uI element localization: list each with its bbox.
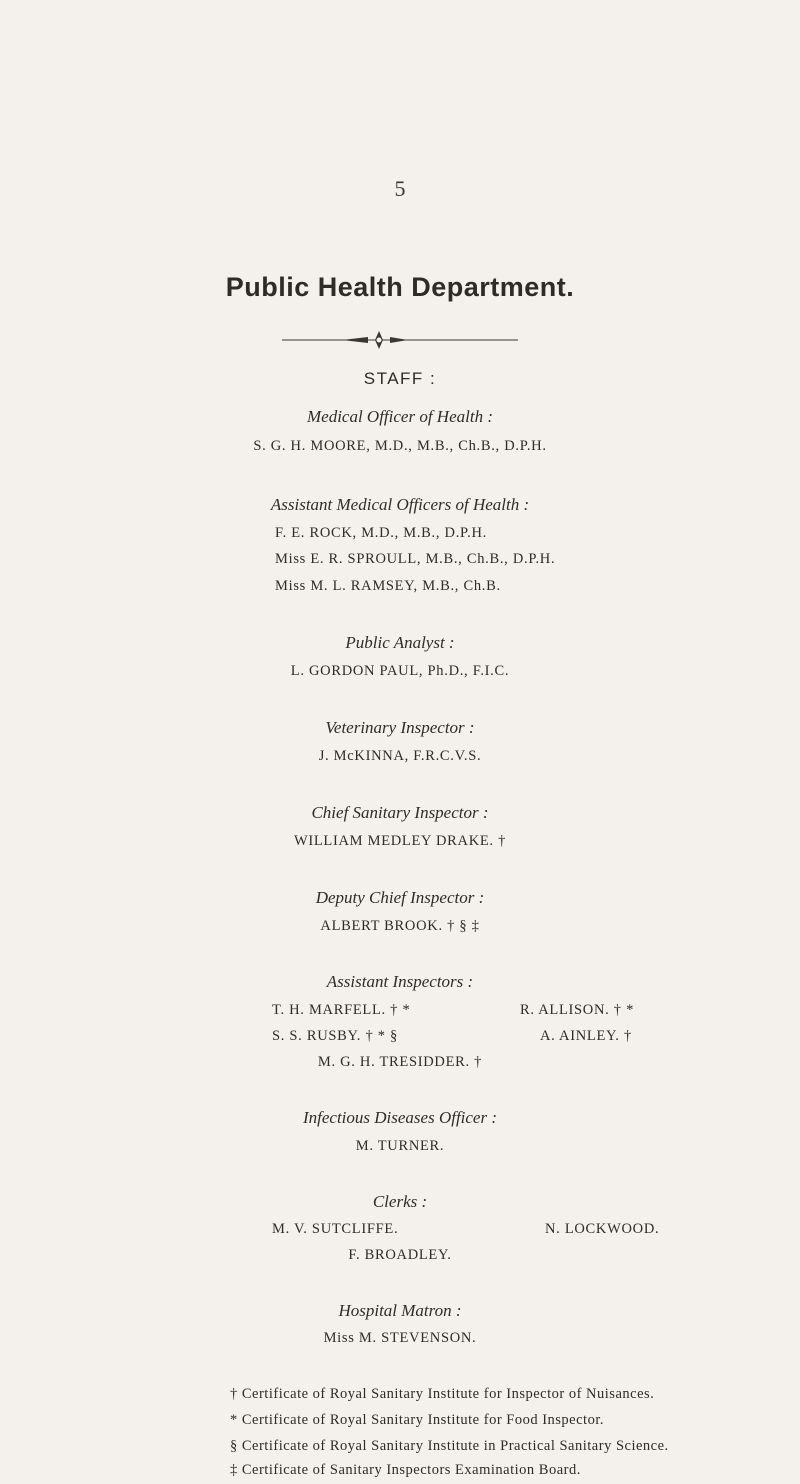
vet-title: Veterinary Inspector : xyxy=(325,718,475,737)
infectious-name: M. TURNER. xyxy=(355,1138,445,1154)
clerk-left: M. V. SUTCLIFFE. xyxy=(272,1221,399,1237)
analyst-name: L. GORDON PAUL, Ph.D., F.I.C. xyxy=(290,663,510,679)
deputy-name: ALBERT BROOK. † § ‡ xyxy=(320,918,480,934)
footnote-asterisk: * Certificate of Royal Sanitary Institute for Food Inspector. xyxy=(230,1412,604,1428)
assistant-inspector-left-2: S. S. RUSBY. † * § xyxy=(272,1028,398,1044)
footnote-double-dagger: ‡ Certificate of Sanitary Inspectors Examination Board. xyxy=(230,1462,581,1478)
amoh-title: Assistant Medical Officers of Health : xyxy=(270,495,530,514)
chief-inspector-title: Chief Sanitary Inspector : xyxy=(311,803,489,822)
assistant-inspector-right-2: A. AINLEY. † xyxy=(540,1028,632,1044)
assistant-inspector-center: M. G. H. TRESIDDER. † xyxy=(317,1054,483,1070)
matron-name: Miss M. STEVENSON. xyxy=(323,1330,477,1346)
clerk-center: F. BROADLEY. xyxy=(348,1247,452,1263)
page-number: 5 xyxy=(394,176,406,201)
assistant-inspector-right-1: R. ALLISON. † * xyxy=(520,1002,635,1018)
amoh-name-3: Miss M. L. RAMSEY, M.B., Ch.B. xyxy=(275,578,501,594)
chief-inspector-name: WILLIAM MEDLEY DRAKE. † xyxy=(293,833,507,849)
analyst-title: Public Analyst : xyxy=(345,633,455,652)
assistant-inspector-left-1: T. H. MARFELL. † * xyxy=(272,1002,411,1018)
footnote-section: § Certificate of Royal Sanitary Institute in Practical Sanitary Science. xyxy=(230,1438,669,1454)
amoh-name-1: F. E. ROCK, M.D., M.B., D.P.H. xyxy=(275,525,487,541)
matron-title: Hospital Matron : xyxy=(338,1301,462,1320)
moh-name: S. G. H. MOORE, M.D., M.B., Ch.B., D.P.H. xyxy=(253,438,547,454)
clerk-right: N. LOCKWOOD. xyxy=(545,1221,660,1237)
vet-name: J. McKINNA, F.R.C.V.S. xyxy=(318,748,482,764)
staff-heading: STAFF : xyxy=(363,369,437,388)
clerks-title: Clerks : xyxy=(372,1192,428,1211)
deputy-title: Deputy Chief Inspector : xyxy=(315,888,485,907)
divider-ornament xyxy=(282,330,518,350)
page-title: Public Health Department. xyxy=(225,272,575,302)
infectious-title: Infectious Diseases Officer : xyxy=(302,1108,498,1127)
footnote-dagger: † Certificate of Royal Sanitary Institute for Inspector of Nuisances. xyxy=(230,1386,655,1402)
moh-title: Medical Officer of Health : xyxy=(306,407,493,426)
amoh-name-2: Miss E. R. SPROULL, M.B., Ch.B., D.P.H. xyxy=(275,551,556,567)
assistant-inspectors-title: Assistant Inspectors : xyxy=(326,972,474,991)
